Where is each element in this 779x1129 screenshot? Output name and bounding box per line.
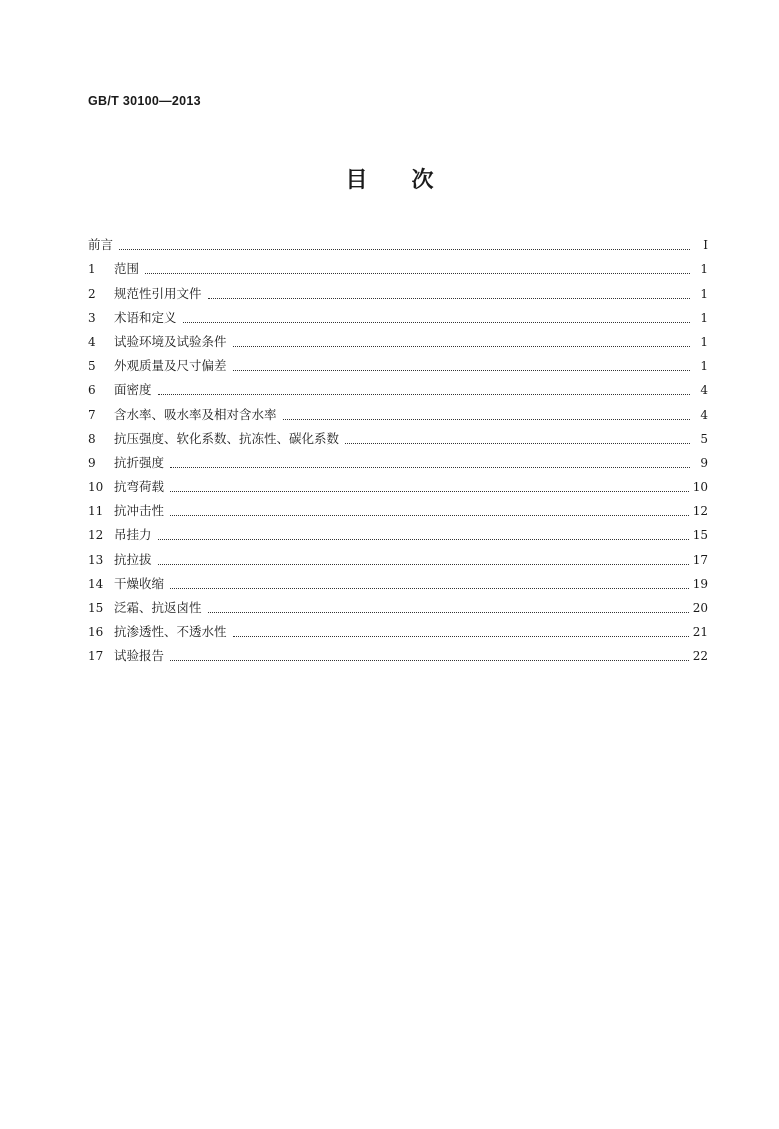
- toc-leader-dots: [208, 297, 690, 299]
- toc-entry-number: 9: [88, 455, 96, 470]
- page-title-char-2: 次: [411, 168, 434, 193]
- toc-entry-page: 1: [700, 310, 708, 325]
- toc-leader-dots: [119, 248, 690, 250]
- toc-entry-label: 抗压强度、软化系数、抗冻性、碳化系数: [114, 430, 340, 446]
- toc-entry-label: 含水率、吸水率及相对含水率: [114, 406, 277, 422]
- toc-entry[interactable]: [88, 398, 708, 422]
- toc-entry-page: 20: [692, 601, 708, 615]
- toc-entry-page: 1: [700, 334, 708, 349]
- toc-entry-number: 10: [88, 480, 104, 495]
- toc-entry-page: 1: [700, 262, 708, 277]
- toc-entry[interactable]: [88, 592, 708, 616]
- toc-entry[interactable]: [88, 543, 708, 567]
- toc-leader-dots: [208, 611, 689, 613]
- toc-entry-label: 泛霜、抗返卤性: [114, 600, 202, 615]
- toc-entry-number: 11: [88, 504, 104, 519]
- toc-entry-page: 1: [700, 286, 708, 301]
- toc-entry-label: 试验环境及试验条件: [114, 333, 227, 349]
- toc-entry[interactable]: [88, 253, 708, 277]
- toc-entry-label: 抗弯荷载: [114, 479, 165, 495]
- toc-entry-page: 4: [700, 407, 708, 422]
- toc-entry[interactable]: [88, 471, 708, 495]
- toc-entry[interactable]: [88, 519, 708, 543]
- toc-entry-number: 3: [88, 310, 96, 325]
- toc-entry-label: 抗渗透性、不透水性: [114, 624, 227, 640]
- toc-entry-number: 15: [88, 601, 104, 615]
- toc-leader-dots: [170, 466, 690, 468]
- toc-entry-page: 19: [692, 576, 708, 591]
- toc-entry-number: 17: [88, 649, 104, 664]
- toc-entry-number: 12: [88, 528, 104, 543]
- page-title-char-1: 目: [345, 168, 368, 193]
- toc-entry-label: 面密度: [114, 382, 152, 398]
- toc-leader-dots: [183, 321, 690, 323]
- toc-entry[interactable]: [88, 302, 708, 326]
- toc-entry-preface[interactable]: [88, 229, 708, 253]
- toc-entry[interactable]: [88, 374, 708, 398]
- toc-entry[interactable]: [88, 640, 708, 664]
- toc-entry-number: 5: [88, 359, 96, 374]
- toc-entry[interactable]: [88, 326, 708, 350]
- toc-leader-dots: [170, 514, 689, 516]
- toc-entry-page: 15: [692, 528, 708, 543]
- toc-leader-dots: [233, 635, 689, 637]
- toc-entry-label: 试验报告: [114, 648, 165, 664]
- toc-entry-label: 规范性引用文件: [114, 285, 202, 301]
- toc-entry[interactable]: [88, 495, 708, 519]
- toc-entry[interactable]: [88, 616, 708, 640]
- toc-leader-dots: [158, 563, 689, 565]
- toc-entry[interactable]: [88, 447, 708, 471]
- toc-entry[interactable]: [88, 568, 708, 592]
- toc-entry-label: 干燥收缩: [114, 575, 165, 591]
- toc-entry-number: 2: [88, 286, 96, 301]
- toc-entry-number: 8: [88, 431, 96, 446]
- toc-entry-label: 抗冲击性: [114, 503, 165, 519]
- toc-entry-number: 13: [88, 552, 104, 567]
- standard-code: GB/T 30100—2013: [88, 94, 201, 108]
- toc-entry-page: 10: [692, 480, 708, 495]
- toc-entry-page: 5: [700, 431, 708, 446]
- toc-leader-dots: [345, 442, 690, 444]
- toc-entry-page: 4: [700, 383, 708, 398]
- toc-leader-dots: [283, 418, 690, 420]
- toc-leader-dots: [158, 393, 690, 395]
- toc-entry[interactable]: [88, 277, 708, 301]
- toc-entry-page: 21: [692, 625, 708, 640]
- toc-entry-label: 范围: [114, 261, 140, 277]
- toc-leader-dots: [170, 659, 689, 661]
- toc-entry-label: 术语和定义: [114, 309, 177, 325]
- toc-entry-page: 9: [700, 455, 708, 470]
- toc-leader-dots: [170, 490, 689, 492]
- toc-entry-page: 12: [692, 504, 708, 519]
- toc-entry-number: 7: [88, 407, 96, 422]
- toc-leader-dots: [170, 587, 689, 589]
- toc-entry-number: 1: [88, 262, 96, 277]
- toc-leader-dots: [233, 369, 690, 371]
- toc-entry-number: 14: [88, 576, 104, 591]
- toc-entry-number: 4: [88, 334, 96, 349]
- toc-leader-dots: [158, 538, 689, 540]
- toc-entry-label: 吊挂力: [114, 527, 152, 543]
- toc-entry[interactable]: [88, 423, 708, 447]
- toc-entry-page: 22: [692, 649, 708, 664]
- toc-entry-label: 外观质量及尺寸偏差: [114, 358, 227, 374]
- toc-entry-number: 16: [88, 625, 104, 640]
- toc-entry-number: 6: [88, 383, 96, 398]
- toc-leader-dots: [145, 272, 690, 274]
- table-of-contents: [88, 229, 708, 664]
- toc-entry-label: 抗折强度: [114, 454, 165, 470]
- toc-entry-label: 前言: [88, 237, 114, 253]
- toc-entry-label: 抗拉拔: [114, 551, 152, 567]
- toc-leader-dots: [233, 345, 690, 347]
- toc-entry-page: 17: [692, 552, 708, 567]
- toc-entry-page: Ⅰ: [703, 238, 708, 253]
- page-title: [0, 163, 779, 194]
- toc-entry-page: 1: [700, 359, 708, 374]
- toc-entry[interactable]: [88, 350, 708, 374]
